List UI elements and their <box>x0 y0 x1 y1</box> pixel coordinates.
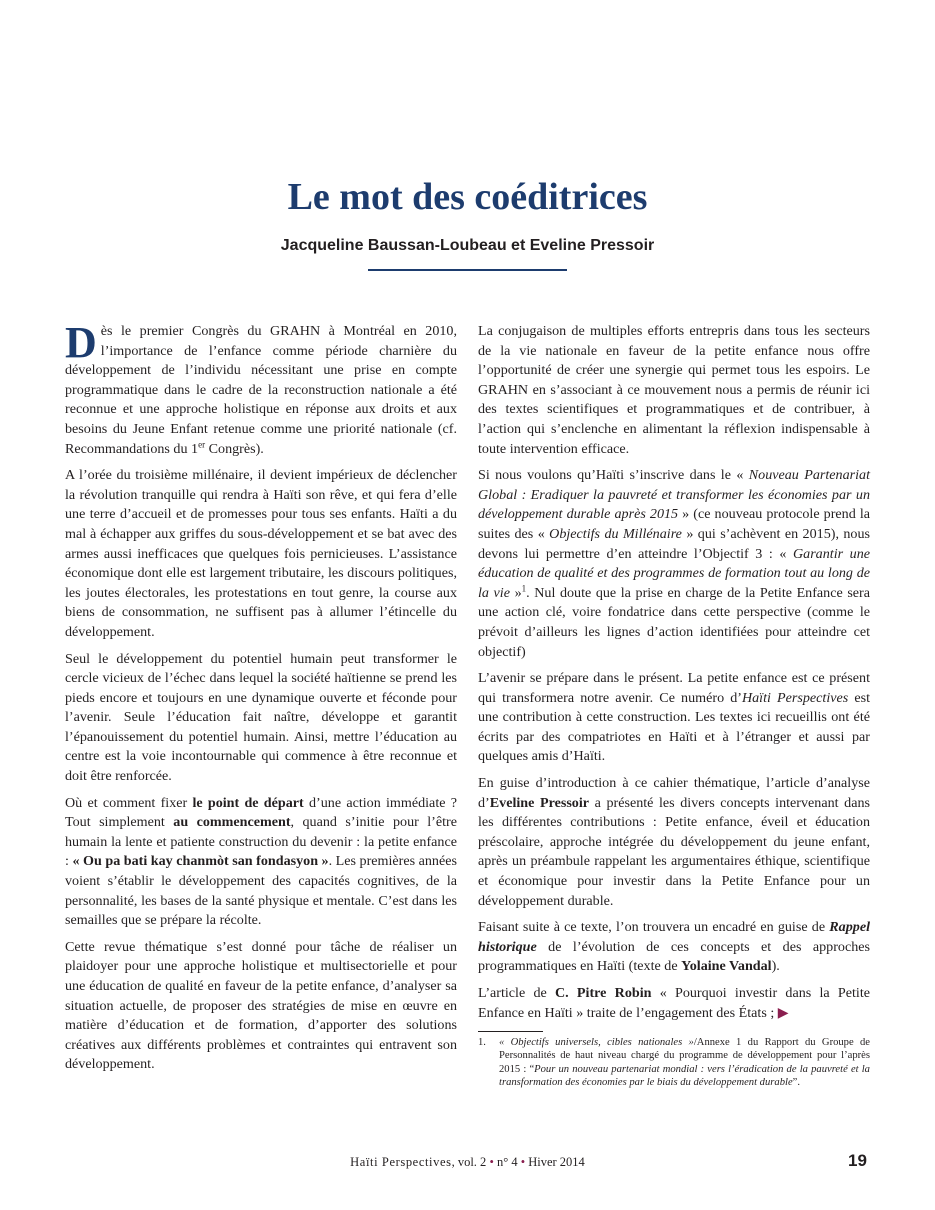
footnote <box>478 1036 870 1090</box>
left-column <box>65 318 457 1082</box>
page-number: 19 <box>848 1151 867 1170</box>
footnote-plain-text: /Annexe 1 du Rapport du Groupe de Personnalités de haut niveau chargé du programme de développement pour l’après 2015 : “ <box>499 1037 870 1075</box>
paragraph <box>65 794 457 931</box>
paragraph-text: de l’évolution de ces concepts et des approches programmatiques en Haïti (texte de <box>478 938 870 975</box>
italic-text: Pour un nouveau partenariat mondial : vers l’éradication de la pauvreté et la transformation des économies par le biais du développement durable <box>499 1063 870 1089</box>
title-divider <box>368 269 567 271</box>
issue-info: n° 4 <box>493 1155 521 1169</box>
bold-text: le point de départ <box>192 794 304 811</box>
footnote-plain-text: ”. <box>792 1077 800 1089</box>
paragraph <box>478 918 870 977</box>
creole-proverb: « Ou pa bati kay chanmòt san fondasyon » <box>72 853 329 870</box>
footnote-reference[interactable]: 1 <box>521 583 527 594</box>
volume-info: , vol. 2 <box>451 1155 490 1169</box>
page-footer <box>0 1155 935 1170</box>
italic-text: Garantir une éducation de qualité et des programmes de formation tout au long de la vie <box>478 545 870 601</box>
paragraph-text: » (ce nouveau protocole prend la suites des « <box>478 506 870 542</box>
bold-text: au commencement <box>173 814 291 831</box>
page-title: Le mot des coéditrices <box>287 176 648 218</box>
paragraph-text: d’une action immédiate ? Tout simplement <box>65 794 457 831</box>
paragraph <box>478 669 870 767</box>
paragraph-text: Faisant suite à ce texte, l’on trouvera un encadré en guise de <box>478 919 830 936</box>
season-info: Hiver 2014 <box>525 1155 585 1169</box>
paragraph-text: Si nous voulons qu’Haïti s’inscrive dans le « <box>478 467 749 484</box>
paragraph-text: Congrès). <box>205 440 264 457</box>
paragraph-text: L’avenir se prépare dans le présent. La petite enfance est ce présent qui transformera notre avenir. Ce numéro d’ <box>478 670 870 706</box>
paragraph-text: ). <box>771 958 780 975</box>
paragraph-text: » <box>509 584 522 601</box>
journal-name: Haïti Perspectives <box>741 689 849 706</box>
paragraph <box>65 318 457 459</box>
author-name: C. Pitre Robin <box>555 985 652 1001</box>
bullet-separator: • <box>520 1155 526 1169</box>
footnote-text <box>499 1036 870 1090</box>
continue-arrow-icon: ▶ <box>777 1005 789 1021</box>
paragraph <box>478 774 870 911</box>
italic-text: « Objectifs universels, cibles nationales » <box>499 1037 694 1048</box>
author-name: Yolaine Vandal <box>681 958 772 975</box>
paragraph: Seul le développement du potentiel humain peut transformer le cercle vicieux de l’échec dans lequel la société haïtienne se prend les pieds encore et toujours en une dynamique ouverte et féconde pour l’avenir. Seule l’éducation fait naître, développe et garantit l’épanouissement du potentiel humain. Ainsi, mettre l’éducation au centre est la voie incontournable qui commence à être reconnue et doit être renforcée. <box>65 650 457 785</box>
paragraph-text: » qui s’achèvent en 2015), nous devons lui permettre d’en atteindre l’Objectif 3 : « <box>478 525 870 562</box>
bullet-separator: • <box>489 1155 494 1169</box>
paragraph-text: L’article de <box>478 985 555 1001</box>
paragraph: A l’orée du troisième millénaire, il devient impérieux de déclencher la révolution tranquille qui rendra à Haïti son rêve, et qui fera d’elle une terre d’accueil et de promesses pour tous ses enfants. Haïti a du mal à échapper aux griffes du sous-développement et se bat avec des armes aussi inefficaces que quelques fois pernicieuses. L’assistance économique dont elle est largement tributaire, les discours politiques, les joutes électorales, les protestations en tout genre, la course aux biens de consommation, ne suffisent pas à allumer l’étincelle du développement. <box>65 467 457 640</box>
drop-cap: D <box>65 318 97 367</box>
author-name: Eveline Pressoir <box>489 794 590 811</box>
superscript: er <box>198 438 206 449</box>
right-column <box>478 322 870 1030</box>
paragraph-text: ès le premier Congrès du GRAHN à Montréal en 2010, l’importance de l’enfance comme période charnière du développement de l’individu nécessitant une prise en compte programmatique dans le cadre de la reconstruction nationale a été reconnue et une approche holistique en réponse aux droits et aux besoins du Jeune Enfant retenue comme une priorité nationale (cf. Recommandations du 1 <box>65 323 457 457</box>
paragraph-text: est une contribution à cette construction. Les textes ici recueillis ont été écrits par des compatriotes en Haïti et à l’étranger et aussi par quelques amis d’Haïti. <box>478 689 871 765</box>
authors-byline: Jacqueline Baussan-Loubeau et Eveline Pressoir <box>280 237 655 254</box>
paragraph <box>478 984 870 1023</box>
journal-title: Haïti Perspectives <box>350 1155 452 1169</box>
paragraph-text: « Pourquoi investir dans la Petite Enfance en Haïti » traite de l’engagement des États ; <box>478 985 870 1021</box>
paragraph-text: . Les premières années voient s’établir le développement des capacités cognitives, de la personnalité, les bases de la santé physique et mentale. C’est dans les semailles que se prépare la récolte. <box>65 853 457 929</box>
paragraph-text: Où et comment fixer <box>65 794 193 811</box>
paragraph: La conjugaison de multiples efforts entrepris dans tous les secteurs de la vie nationale en faveur de la petite enfance nous offre l’opportunité de créer une synergie qui permet tous les espoirs. Le GRAHN en s’associant à ce mouvement nous a permis de réunir ici des textes scientifiques et programmatiques et de contribuer, à l’action qui s’enclenche en alimentant la réflexion indispensable à toute intervention efficace. <box>478 323 870 457</box>
paragraph-text: . Nul doute que la prise en charge de la Petite Enfance sera une action clé, voire fondatrice dans cette perspective (comme le prévoit d’ailleurs les lignes d’action identifiées pour atteindre cet objectif) <box>478 584 871 660</box>
paragraph: Cette revue thématique s’est donné pour tâche de réaliser un plaidoyer pour une approche holistique et multisectorielle et pour une éducation de qualité en faveur de la petite enfance, d’analyser sa situation actuelle, de proposer des stratégies de mise en œuvre en matière d’éducation et de formation, d’apporter des solutions créatives aux différents problèmes et contraintes qui entravent son développement. <box>65 938 457 1073</box>
footnote-number: 1. <box>478 1037 486 1048</box>
paragraph <box>478 466 870 662</box>
bold-italic-text: Rappel historique <box>478 919 870 955</box>
paragraph-text: , quand s’initie pour l’être humain la lente et patiente construction du devenir : la petite enfance : <box>65 814 457 870</box>
paragraph-text: a présenté les divers concepts intervenant dans les différentes contributions : Petite enfance, éveil et éducation préscolaire, approche intégrée du développement du jeune enfant, après un préambule rappelant les argumentaires éthique, scientifique et économique pour investir dans la Petite Enfance pour un développement durable. <box>478 794 870 909</box>
footnote-divider <box>478 1031 543 1032</box>
italic-text: Objectifs du Millénaire <box>549 525 682 542</box>
italic-text: Nouveau Partenariat Global : Eradiquer la pauvreté et transformer les économies par un développement durable après 2015 <box>478 467 870 523</box>
paragraph-text: En guise d’introduction à ce cahier thématique, l’article d’analyse d’ <box>478 775 870 811</box>
